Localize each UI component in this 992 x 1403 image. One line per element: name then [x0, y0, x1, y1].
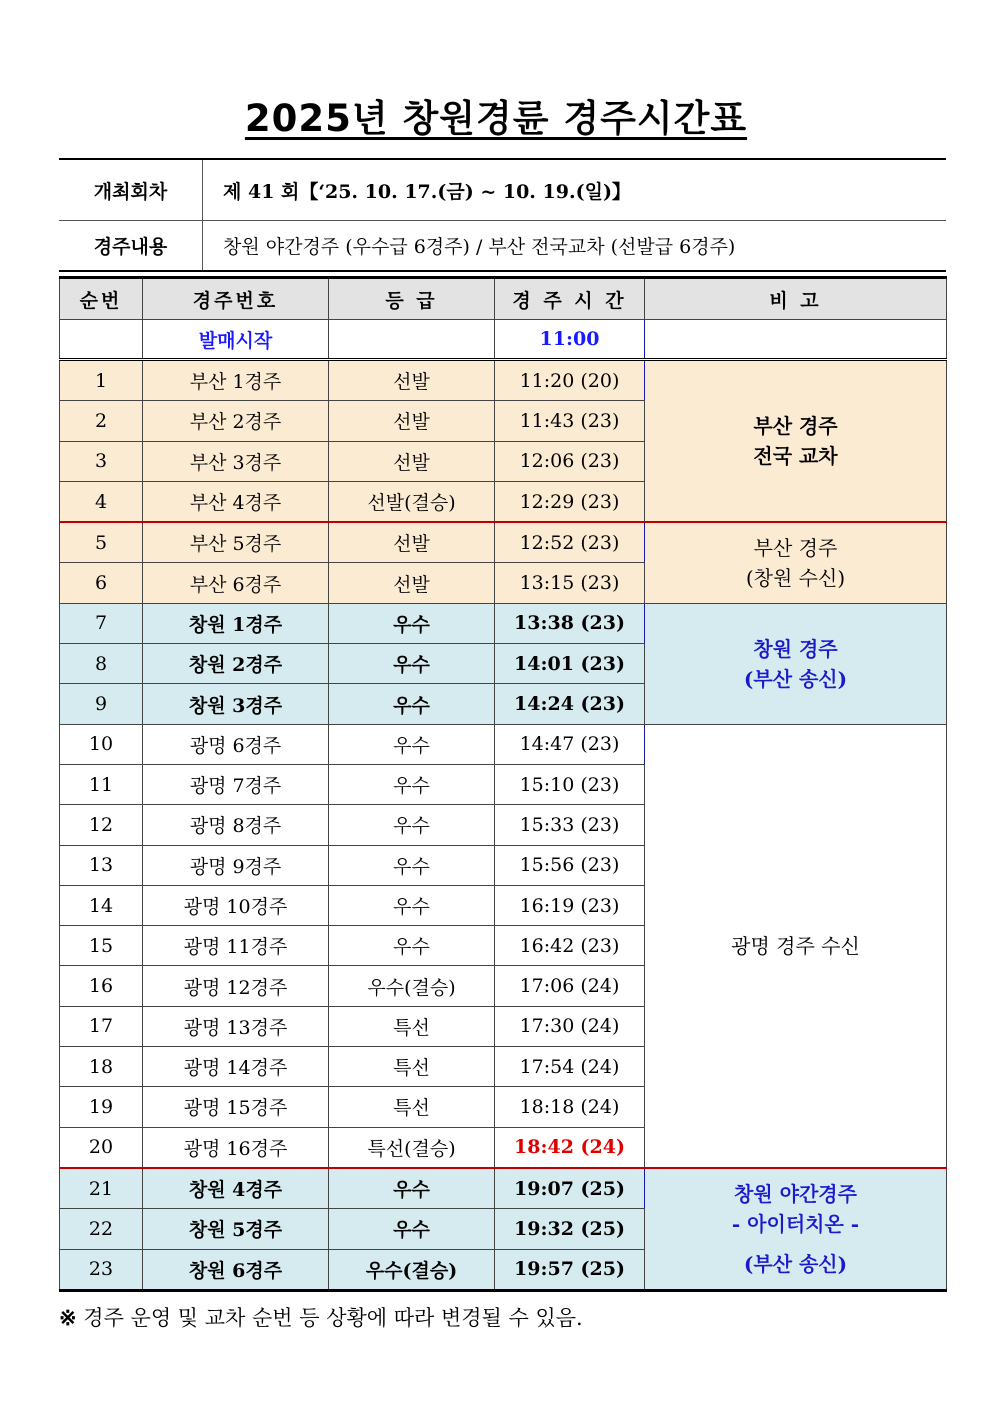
footnote-text: 경주 운영 및 교차 순번 등 상황에 따라 변경될 수 있음.: [83, 1306, 583, 1330]
note-busan-cross: [645, 360, 947, 523]
race-order: 12: [60, 805, 143, 845]
table-row: [60, 724, 947, 764]
race-grade: 우수: [329, 644, 495, 684]
race-time: 12:29 (23): [495, 481, 645, 522]
page-title: 2025년 창원경륜 경주시간표: [244, 97, 748, 140]
race-order: 1: [60, 360, 143, 401]
race-grade: 우수: [329, 1168, 495, 1209]
race-grade: 특선: [329, 1047, 495, 1087]
race-grade: 우수: [329, 926, 495, 966]
race-grade: 선발: [329, 360, 495, 401]
race-time: 16:19 (23): [495, 885, 645, 925]
race-number: 창원 2경주: [143, 644, 329, 684]
race-number: 광명 14경주: [143, 1047, 329, 1087]
race-order: 2: [60, 401, 143, 441]
race-number: 광명 15경주: [143, 1087, 329, 1127]
content-label: 경주내용: [59, 221, 203, 272]
note-line: - 아이터치온 -: [731, 1211, 860, 1236]
race-grade: 우수: [329, 603, 495, 643]
race-number: 창원 1경주: [143, 603, 329, 643]
reference-mark-icon: ※: [59, 1305, 77, 1330]
sales-start-time: 11:00: [495, 320, 645, 360]
race-grade: 선발: [329, 522, 495, 563]
round-row: [59, 159, 946, 221]
race-time: 19:57 (25): [495, 1249, 645, 1290]
note-line: 부산 경주: [753, 535, 838, 560]
footnote: [59, 1302, 583, 1332]
race-order: 17: [60, 1006, 143, 1046]
note-gwangmyeong-receive: 광명 경주 수신: [645, 724, 947, 1168]
race-time: 11:43 (23): [495, 401, 645, 441]
header-time: 경 주 시 간: [495, 278, 645, 320]
note-line: 부산 경주: [753, 414, 838, 439]
race-grade: 특선: [329, 1087, 495, 1127]
race-time: 17:54 (24): [495, 1047, 645, 1087]
race-grade: 우수: [329, 764, 495, 804]
race-time: 17:30 (24): [495, 1006, 645, 1046]
race-time-highlight: 18:42 (24): [495, 1127, 645, 1168]
race-grade: 우수: [329, 885, 495, 925]
race-time: 18:18 (24): [495, 1087, 645, 1127]
race-number: 부산 5경주: [143, 522, 329, 563]
race-order: 18: [60, 1047, 143, 1087]
start-empty: [60, 320, 143, 360]
race-grade: 특선: [329, 1006, 495, 1046]
race-time: 12:06 (23): [495, 441, 645, 481]
race-grade: 우수: [329, 684, 495, 724]
table-row: [60, 603, 947, 643]
table-row: [60, 360, 947, 401]
race-order: 4: [60, 481, 143, 522]
race-order: 15: [60, 926, 143, 966]
sales-start-label: 발매시작: [143, 320, 329, 360]
race-order: 16: [60, 966, 143, 1006]
race-grade: 특선(결승): [329, 1127, 495, 1168]
race-number: 부산 1경주: [143, 360, 329, 401]
header-race: 경주번호: [143, 278, 329, 320]
race-number: 창원 3경주: [143, 684, 329, 724]
race-order: 23: [60, 1249, 143, 1290]
start-empty: [329, 320, 495, 360]
race-order: 8: [60, 644, 143, 684]
race-time: 13:38 (23): [495, 603, 645, 643]
race-time: 11:20 (20): [495, 360, 645, 401]
race-order: 11: [60, 764, 143, 804]
race-number: 광명 16경주: [143, 1127, 329, 1168]
race-time: 17:06 (24): [495, 966, 645, 1006]
race-grade: 우수(결승): [329, 966, 495, 1006]
table-row: [60, 522, 947, 563]
race-order: 22: [60, 1209, 143, 1249]
note-line: 전국 교차: [753, 444, 838, 469]
race-number: 광명 12경주: [143, 966, 329, 1006]
race-number: 부산 4경주: [143, 481, 329, 522]
note-line: (부산 송신): [743, 666, 848, 691]
content-value: 창원 야간경주 (우수급 6경주) / 부산 전국교차 (선발급 6경주): [203, 221, 947, 272]
note-line: (창원 수신): [745, 565, 846, 590]
round-label: 개최회차: [59, 159, 203, 221]
race-order: 21: [60, 1168, 143, 1209]
race-time: 15:56 (23): [495, 845, 645, 885]
round-value: 제 41 회【‘25. 10. 17.(금) ~ 10. 19.(일)】: [203, 159, 947, 221]
race-number: 광명 11경주: [143, 926, 329, 966]
race-number: 창원 5경주: [143, 1209, 329, 1249]
race-number: 광명 6경주: [143, 724, 329, 764]
race-time: 14:24 (23): [495, 684, 645, 724]
race-order: 5: [60, 522, 143, 563]
race-order: 9: [60, 684, 143, 724]
race-order: 19: [60, 1087, 143, 1127]
race-order: 6: [60, 563, 143, 603]
header-grade: 등 급: [329, 278, 495, 320]
meeting-info-table: [59, 158, 946, 272]
race-order: 20: [60, 1127, 143, 1168]
race-number: 광명 7경주: [143, 764, 329, 804]
race-grade: 우수: [329, 805, 495, 845]
header-note: 비 고: [645, 278, 947, 320]
race-number: 광명 10경주: [143, 885, 329, 925]
table-row: [60, 1168, 947, 1209]
race-schedule-table: [59, 276, 947, 1292]
race-number: 광명 9경주: [143, 845, 329, 885]
header-no: 순번: [60, 278, 143, 320]
race-time: 12:52 (23): [495, 522, 645, 563]
race-grade: 우수: [329, 1209, 495, 1249]
table-header-row: [60, 278, 947, 320]
race-time: 13:15 (23): [495, 563, 645, 603]
race-order: 3: [60, 441, 143, 481]
race-number: 부산 3경주: [143, 441, 329, 481]
race-time: 14:01 (23): [495, 644, 645, 684]
race-number: 광명 8경주: [143, 805, 329, 845]
race-grade: 우수: [329, 845, 495, 885]
start-empty: [645, 320, 947, 360]
note-night-race: [645, 1168, 947, 1290]
race-grade: 우수(결승): [329, 1249, 495, 1290]
race-grade: 우수: [329, 724, 495, 764]
race-number: 광명 13경주: [143, 1006, 329, 1046]
note-line: (부산 송신): [743, 1251, 848, 1276]
race-grade: 선발: [329, 401, 495, 441]
note-line: 창원 야간경주: [734, 1181, 857, 1206]
note-line: 창원 경주: [753, 636, 838, 661]
race-time: 16:42 (23): [495, 926, 645, 966]
race-number: 창원 4경주: [143, 1168, 329, 1209]
race-order: 7: [60, 603, 143, 643]
note-changwon-send: [645, 603, 947, 724]
race-grade: 선발(결승): [329, 481, 495, 522]
content-row: [59, 221, 946, 272]
race-time: 14:47 (23): [495, 724, 645, 764]
race-number: 부산 2경주: [143, 401, 329, 441]
race-number: 창원 6경주: [143, 1249, 329, 1290]
race-time: 19:32 (25): [495, 1209, 645, 1249]
note-busan-receive: [645, 522, 947, 603]
race-time: 15:33 (23): [495, 805, 645, 845]
race-order: 13: [60, 845, 143, 885]
race-number: 부산 6경주: [143, 563, 329, 603]
race-time: 15:10 (23): [495, 764, 645, 804]
race-time: 19:07 (25): [495, 1168, 645, 1209]
race-grade: 선발: [329, 563, 495, 603]
race-order: 10: [60, 724, 143, 764]
race-grade: 선발: [329, 441, 495, 481]
race-order: 14: [60, 885, 143, 925]
sales-start-row: [60, 320, 947, 360]
